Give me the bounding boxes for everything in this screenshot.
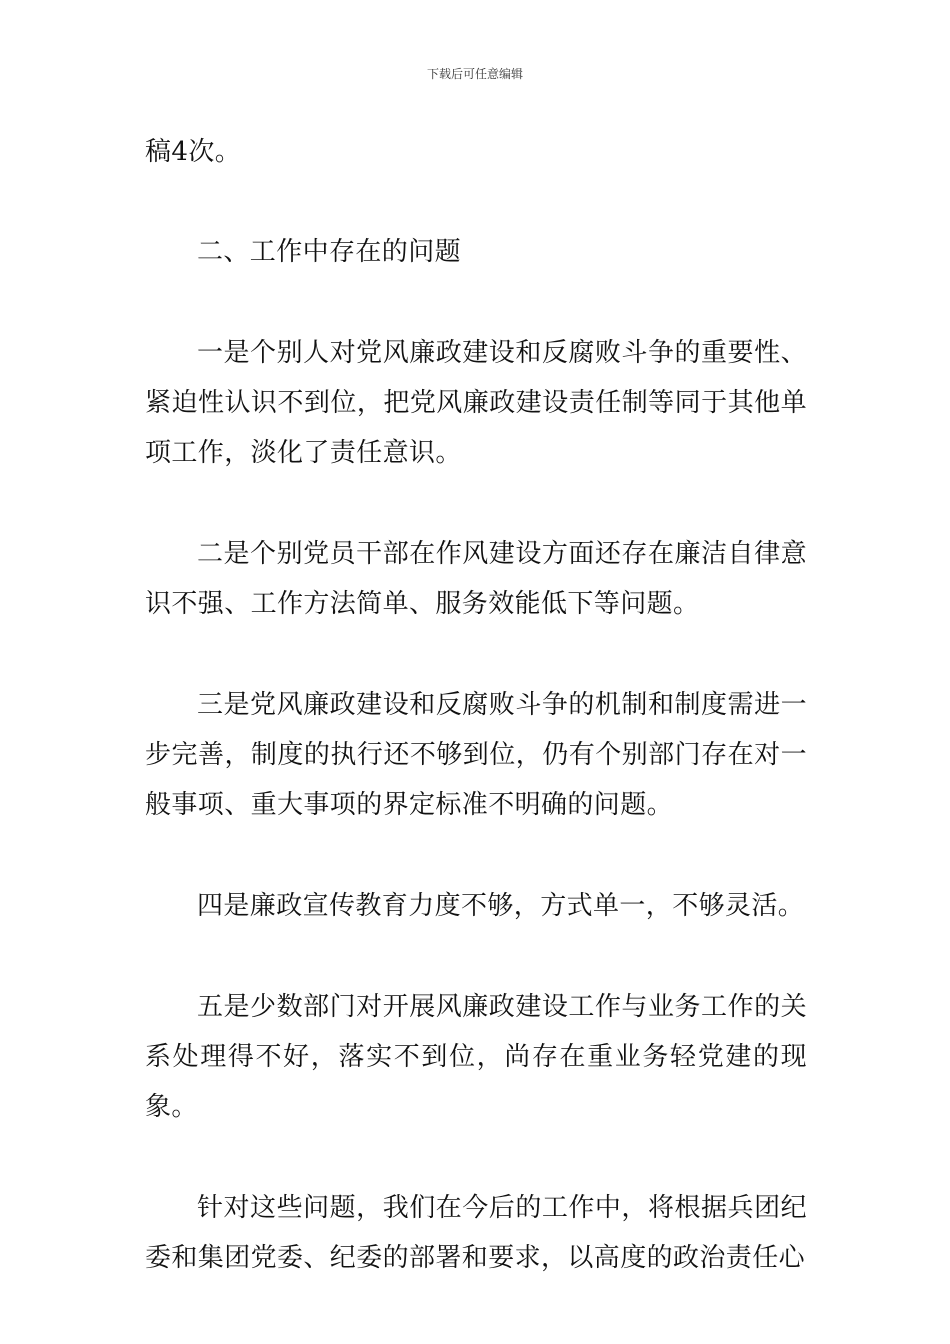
document-body <box>145 127 807 1334</box>
paragraph-issue-3: 三是党风廉政建设和反腐败斗争的机制和制度需进一步完善，制度的执行还不够到位，仍有个别部门存在对一般事项、重大事项的界定标准不明确的问题。 <box>145 690 807 820</box>
page-header: 下载后可任意编辑 <box>426 67 523 81</box>
paragraph-continuation: 稿4次。 <box>145 137 242 167</box>
paragraph-issue-5: 五是少数部门对开展风廉政建设工作与业务工作的关系处理得不好，落实不到位，尚存在重业务轻党建的现象。 <box>145 992 807 1122</box>
paragraph-issue-4: 四是廉政宣传教育力度不够，方式单一，不够灵活。 <box>197 891 805 921</box>
section-heading: 二、工作中存在的问题 <box>197 237 462 267</box>
paragraph-response: 针对这些问题，我们在今后的工作中，将根据兵团纪委和集团党委、纪委的部署和要求，以高度的政治责任心 <box>145 1193 807 1273</box>
paragraph-issue-1: 一是个别人对党风廉政建设和反腐败斗争的重要性、紧迫性认识不到位，把党风廉政建设责任制等同于其他单项工作，淡化了责任意识。 <box>145 338 807 468</box>
paragraph-issue-2: 二是个别党员干部在作风建设方面还存在廉洁自律意识不强、工作方法简单、服务效能低下等问题。 <box>145 539 807 619</box>
